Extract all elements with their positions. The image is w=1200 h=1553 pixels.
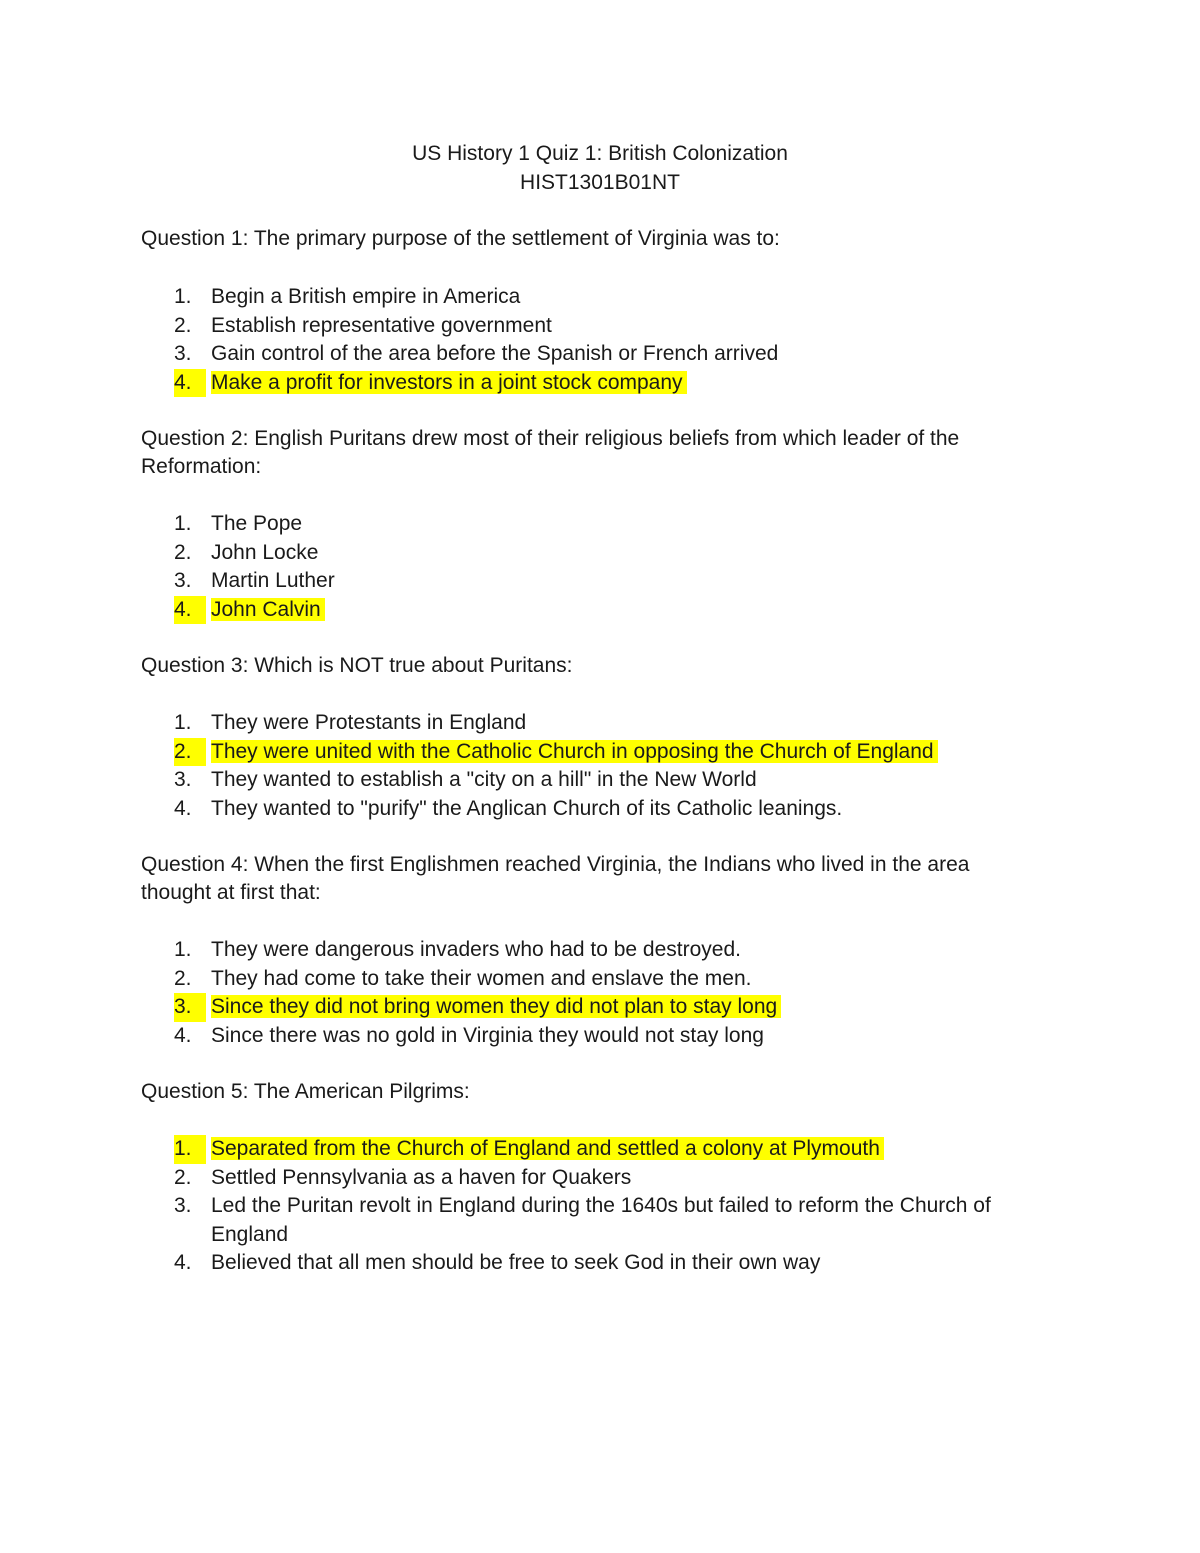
option-text: Believed that all men should be free to seek God in their own way (211, 1251, 821, 1274)
option-number: 3. (174, 768, 192, 791)
list-item (174, 936, 1034, 965)
option-text: Begin a British empire in America (211, 285, 521, 308)
option-text: They wanted to "purify" the Anglican Church of its Catholic leanings. (211, 796, 843, 820)
option-number: 4. (174, 596, 206, 625)
highlighted-answer (174, 369, 1034, 398)
list-item (174, 1164, 1034, 1193)
option-text: They were united with the Catholic Church in opposing the Church of England (211, 740, 938, 763)
option-number: 4. (174, 369, 206, 398)
option-number: 1. (174, 1135, 206, 1164)
option-text: Martin Luther (211, 569, 335, 592)
option-text: They wanted to establish a "city on a hill" in the New World (211, 768, 757, 791)
list-item (174, 1249, 1034, 1278)
list-item (174, 539, 1034, 568)
question-2-text: Question 2: English Puritans drew most of their religious beliefs from which leader of the Reformation: (141, 427, 960, 478)
question-3-options (174, 709, 1034, 823)
option-number: 4. (174, 796, 192, 820)
question-1-options (174, 283, 1034, 397)
option-number: 1. (174, 512, 192, 535)
option-number: 1. (174, 938, 192, 961)
option-text: They were Protestants in England (211, 711, 527, 734)
option-text: Separated from the Church of England and settled a colony at Plymouth (211, 1137, 884, 1160)
highlighted-answer (174, 993, 1034, 1022)
option-number: 2. (174, 1165, 192, 1189)
list-item (174, 1022, 1034, 1051)
option-text: Gain control of the area before the Spanish or French arrived (211, 342, 779, 365)
option-number: 2. (174, 313, 192, 337)
option-number: 1. (174, 711, 192, 734)
question-3-text: Question 3: Which is NOT true about Puritans: (141, 654, 573, 677)
list-item (174, 312, 1034, 341)
option-number: 4. (174, 1251, 192, 1274)
question-5-options (174, 1135, 1034, 1278)
option-number: 3. (174, 993, 206, 1022)
option-text: Make a profit for investors in a joint stock company (211, 371, 687, 394)
document-title: US History 1 Quiz 1: British Colonization (412, 142, 788, 165)
option-number: 4. (174, 1023, 192, 1047)
course-code: HIST1301B01NT (520, 171, 680, 194)
option-text: Since they did not bring women they did not plan to stay long (211, 995, 781, 1018)
option-number: 2. (174, 540, 192, 564)
question-4-options (174, 936, 1034, 1050)
option-text: John Calvin (211, 598, 325, 621)
highlighted-answer (174, 1135, 1034, 1164)
question-4-text: Question 4: When the first Englishmen reached Virginia, the Indians who lived in the area thought at first that: (141, 853, 970, 904)
option-text: They were dangerous invaders who had to be destroyed. (211, 938, 741, 961)
list-item (174, 283, 1034, 312)
highlighted-answer (174, 596, 1034, 625)
option-number: 3. (174, 569, 192, 592)
option-number: 3. (174, 342, 192, 365)
list-item (174, 709, 1034, 738)
list-item (174, 965, 1034, 994)
question-2-options (174, 510, 1034, 624)
list-item (174, 766, 1034, 795)
highlighted-answer (174, 738, 1034, 767)
option-text: They had come to take their women and enslave the men. (211, 966, 752, 990)
option-text: Since there was no gold in Virginia they would not stay long (211, 1023, 764, 1047)
option-number: 2. (174, 738, 206, 767)
option-number: 3. (174, 1194, 192, 1217)
question-1-text: Question 1: The primary purpose of the settlement of Virginia was to: (141, 227, 780, 250)
option-number: 2. (174, 966, 192, 990)
list-item (174, 1192, 1034, 1249)
option-number: 1. (174, 285, 192, 308)
option-text: Establish representative government (211, 313, 552, 337)
option-text: John Locke (211, 540, 319, 564)
list-item (174, 340, 1034, 369)
question-5-text: Question 5: The American Pilgrims: (141, 1080, 470, 1103)
list-item (174, 510, 1034, 539)
option-text: The Pope (211, 512, 303, 535)
option-text: Settled Pennsylvania as a haven for Quakers (211, 1165, 632, 1189)
list-item (174, 567, 1034, 596)
list-item (174, 795, 1034, 824)
option-text: Led the Puritan revolt in England during the 1640s but failed to reform the Church of England (211, 1194, 991, 1246)
